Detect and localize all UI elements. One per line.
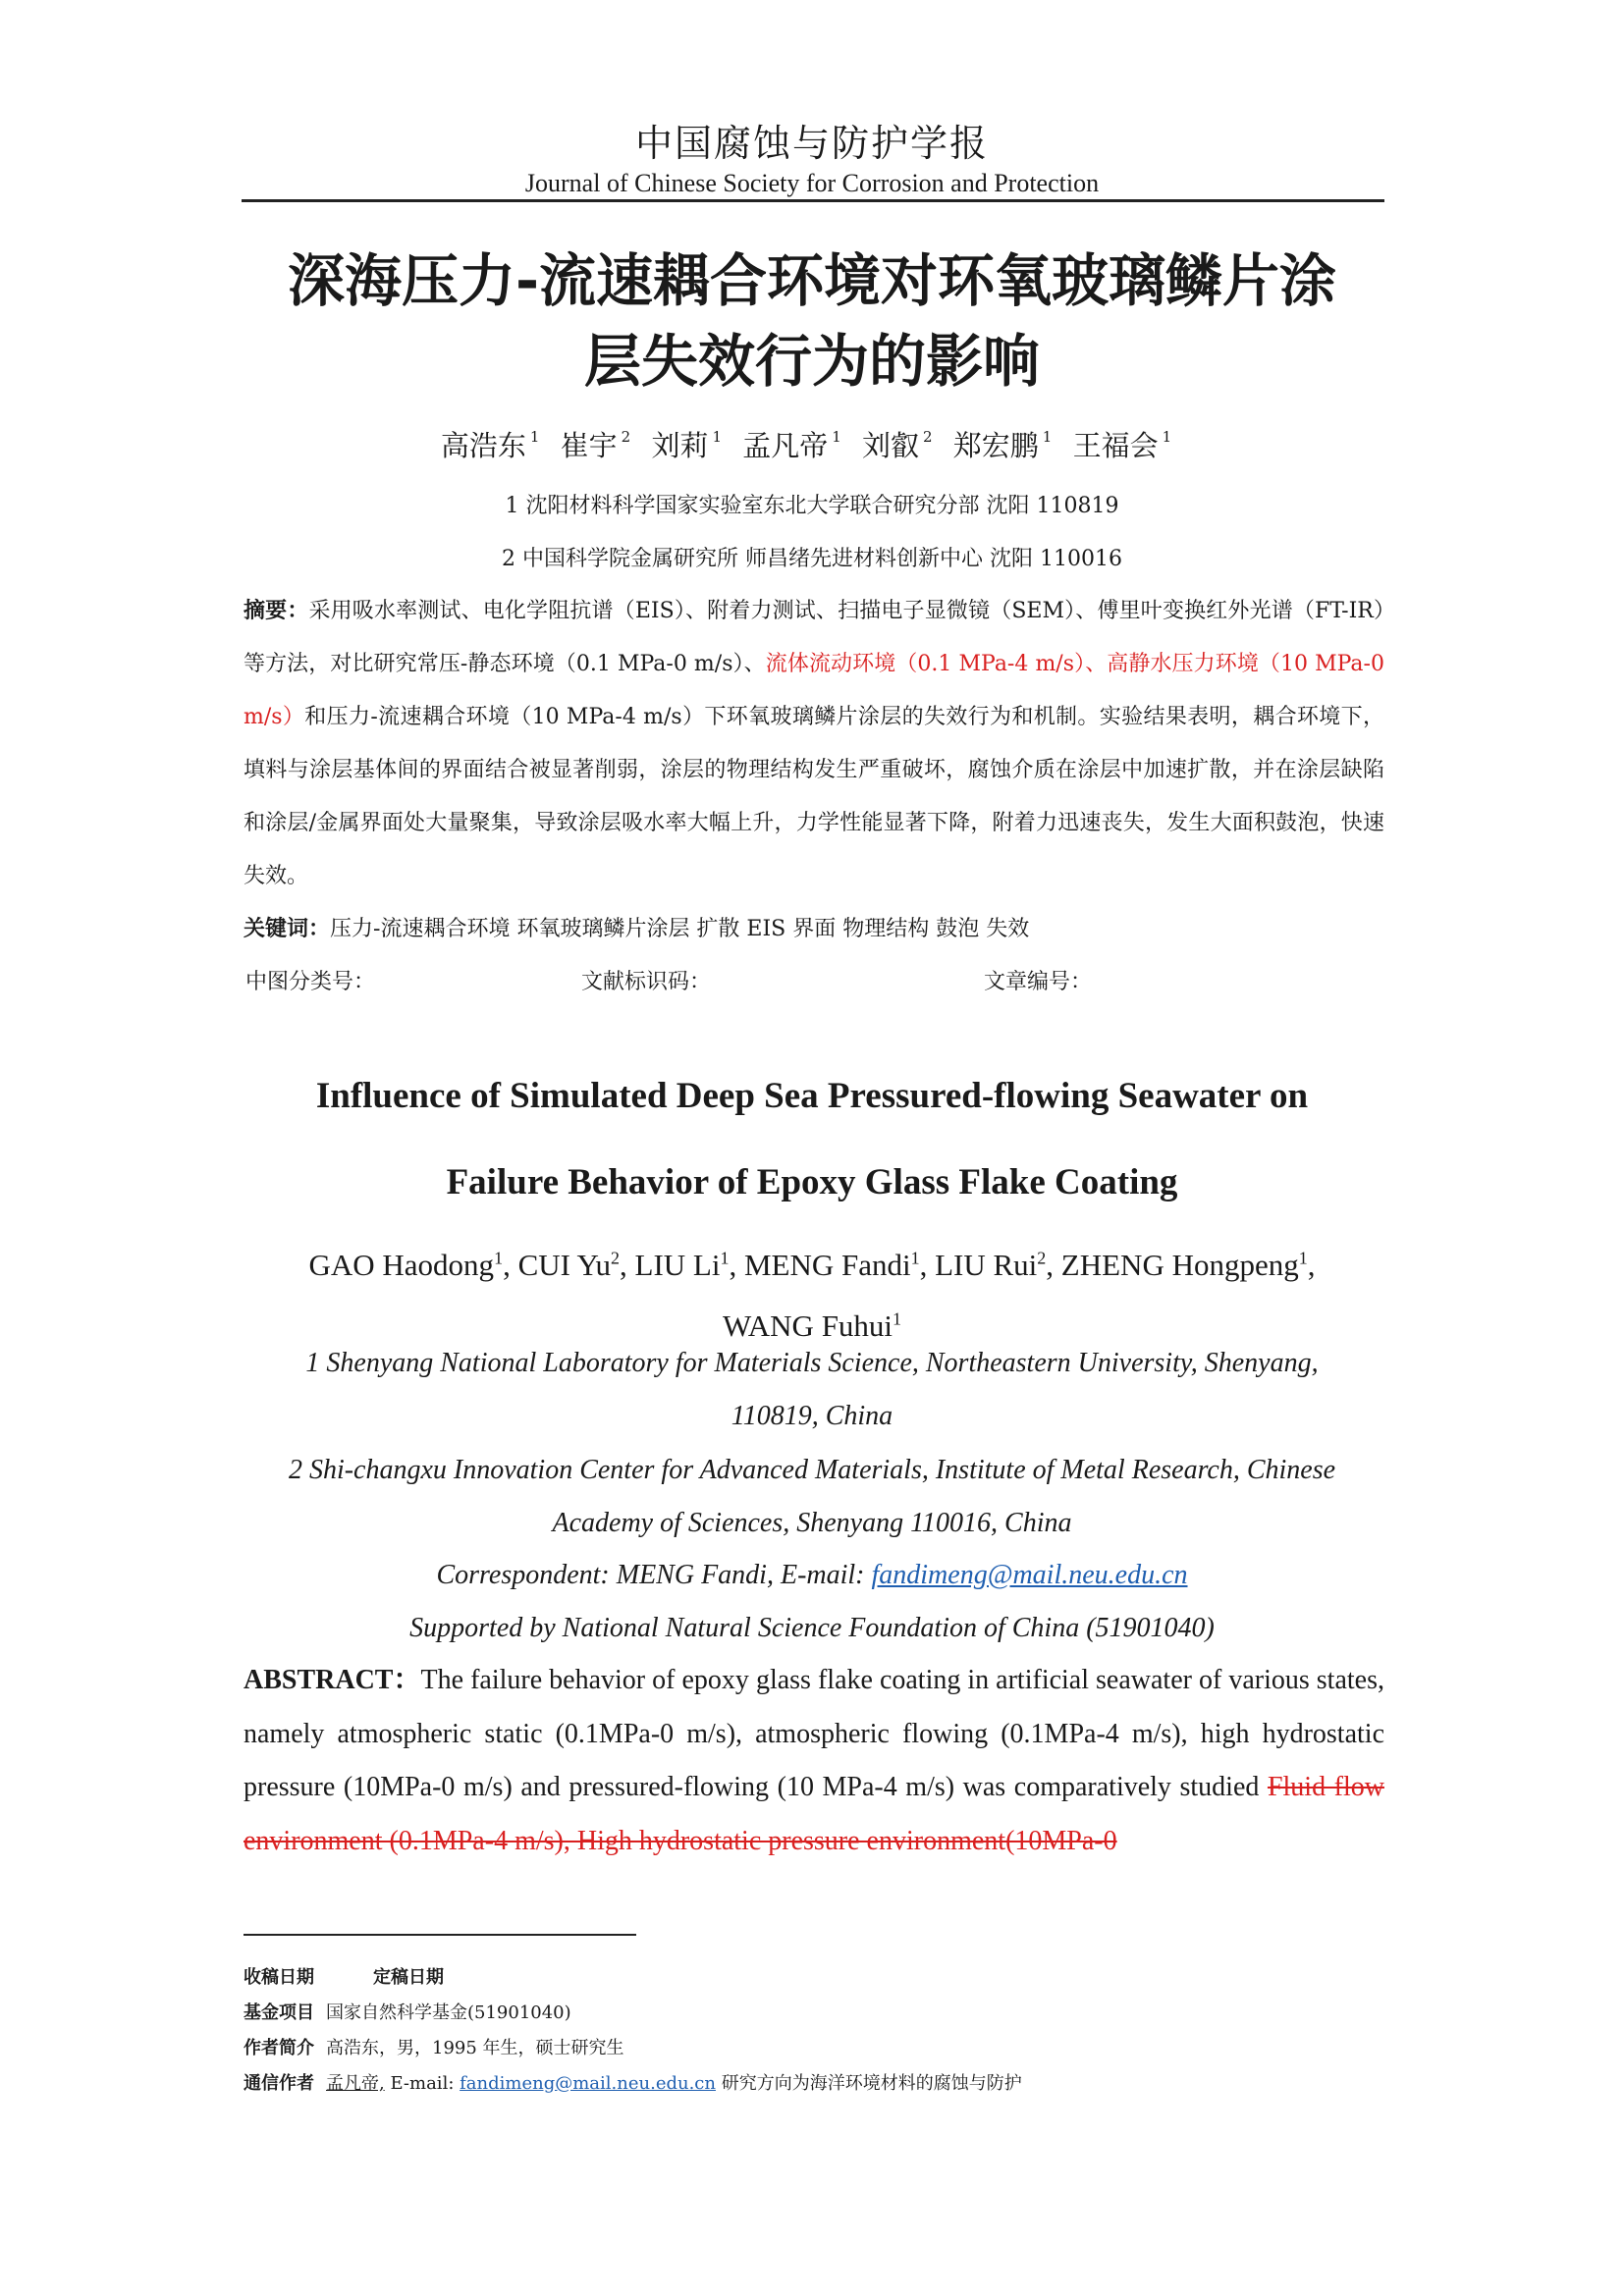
affiliation-en-2: 2 Shi-changxu Innovation Center for Advanced Materials, Institute of Metal Research, Chinese Academy of Sciences, Shenyang 110016, China — [288, 1455, 1336, 1538]
correspondent-email-link[interactable]: fandimeng@mail.neu.edu.cn — [871, 1560, 1188, 1590]
paper-title-en — [196, 1053, 1428, 1226]
abstract-en-deleted-text: Fluid flow environment (0.1MPa-4 m/s), High hydrostatic pressure environment(10MPa-0 — [244, 1772, 1384, 1856]
header-divider — [242, 199, 1384, 202]
abstract-en — [244, 1654, 1384, 1868]
author-list-en — [226, 1232, 1398, 1353]
doc-code-label: 文献标识码： — [581, 970, 712, 994]
author-en: WANG Fuhui$^1$ — [722, 1308, 902, 1343]
paper-title-en-line1: Influence of Simulated Deep Sea Pressured-flowing Seawater on — [315, 1076, 1309, 1116]
keywords-cn-text: 压力-流速耦合环境 环氧玻璃鳞片涂层 扩散 EIS 界面 物理结构 鼓泡 失效 — [330, 917, 1030, 941]
abstract-en-label: ABSTRACT： — [244, 1665, 421, 1695]
abstract-cn-highlight: 流体流动环境（0.1 MPa-4 m/s）、高静水压力环境（10 MPa-0 m/s） — [244, 652, 1384, 729]
author-en: GAO Haodong$^1$, — [308, 1248, 518, 1283]
article-number-label: 文章编号： — [984, 970, 1093, 994]
footnote-dates — [244, 1963, 456, 1989]
author-cn: 郑宏鹏 $^1$ — [952, 428, 1053, 462]
abstract-cn-text: 采用吸水率测试、电化学阻抗谱（EIS）、附着力测试、扫描电子显微镜（SEM）、傅里叶变换红外光谱（FT-IR）等方法，对比研究常压-静态环境（0.1 MPa-0 m/s）、 — [244, 599, 1384, 676]
author-cn: 刘莉 $^1$ — [651, 428, 722, 462]
funding-line: Supported by National Natural Science Foundation of China (51901040) — [409, 1613, 1215, 1643]
author-en: ZHENG Hongpeng$^1$, — [1060, 1248, 1316, 1283]
paper-title-cn — [196, 240, 1428, 401]
abstract-cn-text-2: 和压力-流速耦合环境（10 MPa-4 m/s）下环氧玻璃鳞片涂层的失效行为和机制。实验结果表明，耦合环境下，填料与涂层基体间的界面结合被显著削弱，涂层的物理结构发生严重破坏，腐蚀介质在涂层中加速扩散，并在涂层缺陷和涂层/金属界面处大量聚集，导致涂层吸水率大幅上升，力学性能显著下降，附着力迅速丧失，发生大面积鼓泡，快速失效。 — [244, 705, 1384, 888]
journal-title-en: Journal of Chinese Society for Corrosion and Protection — [524, 169, 1100, 197]
received-date-label: 收稿日期 — [244, 1967, 314, 1988]
journal-title-cn: 中国腐蚀与防护学报 — [634, 122, 989, 165]
footnote-corresponding: 通信作者 孟凡帝, E-mail: fandimeng@mail.neu.edu.cn 研究方向为海洋环境材料的腐蚀与防护 — [244, 2073, 1022, 2094]
author-en: LIU Rui$^2$, — [935, 1248, 1061, 1283]
author-cn: 刘叡 $^2$ — [862, 428, 933, 462]
abstract-cn-label: 摘要： — [244, 599, 309, 623]
paper-title-cn-line2: 层失效行为的影响 — [583, 328, 1040, 395]
author-cn: 崔宇 $^2$ — [560, 428, 631, 462]
author-cn: 高浩东 $^1$ — [440, 428, 540, 462]
affiliation-en-1: 1 Shenyang National Laboratory for Materials Science, Northeastern University, Shenyang, 110819, China — [305, 1348, 1319, 1431]
author-cn: 王福会 $^1$ — [1072, 428, 1172, 462]
author-en: MENG Fandi$^1$, — [743, 1248, 936, 1283]
abstract-cn — [244, 585, 1384, 903]
author-en: CUI Yu$^2$, — [517, 1248, 635, 1283]
author-cn: 孟凡帝 $^1$ — [742, 428, 841, 462]
footnote-fund: 基金项目 国家自然科学基金(51901040) — [244, 2002, 571, 2023]
clc-label: 中图分类号： — [245, 970, 376, 994]
keywords-cn-label: 关键词： — [244, 917, 331, 941]
keywords-cn — [244, 903, 1384, 956]
footnote-bio: 作者简介 高浩东，男，1995 年生，硕士研究生 — [244, 2038, 624, 2058]
author-en: LIU Li$^1$, — [634, 1248, 744, 1283]
affiliation-cn-2: 2 中国科学院金属研究所 师昌绪先进材料创新中心 沈阳 110016 — [502, 547, 1122, 571]
footnote-divider — [244, 1934, 636, 1936]
final-date-label: 定稿日期 — [373, 1967, 444, 1988]
paper-title-en-line2: Failure Behavior of Epoxy Glass Flake Coating — [446, 1162, 1178, 1202]
abstract-en-text: The failure behavior of epoxy glass flake coating in artificial seawater of various states, namely atmospheric static (0.1MPa-0 m/s), atmospheric flowing (0.1MPa-4 m/s), high hydrostatic pressure (10MPa-0 m/s) and pressured-flowing (10 MPa-4 m/s) was comparatively studied — [244, 1665, 1384, 1802]
affiliation-cn-1: 1 沈阳材料科学国家实验室东北大学联合研究分部 沈阳 110819 — [505, 494, 1119, 518]
footnote-email-link[interactable]: fandimeng@mail.neu.edu.cn — [460, 2073, 716, 2094]
paper-title-cn-line1: 深海压力-流速耦合环境对环氧玻璃鳞片涂 — [287, 247, 1337, 314]
correspondent-line: Correspondent: MENG Fandi, E-mail: fandimeng@mail.neu.edu.cn — [436, 1560, 1188, 1590]
author-list-cn — [0, 424, 1624, 464]
